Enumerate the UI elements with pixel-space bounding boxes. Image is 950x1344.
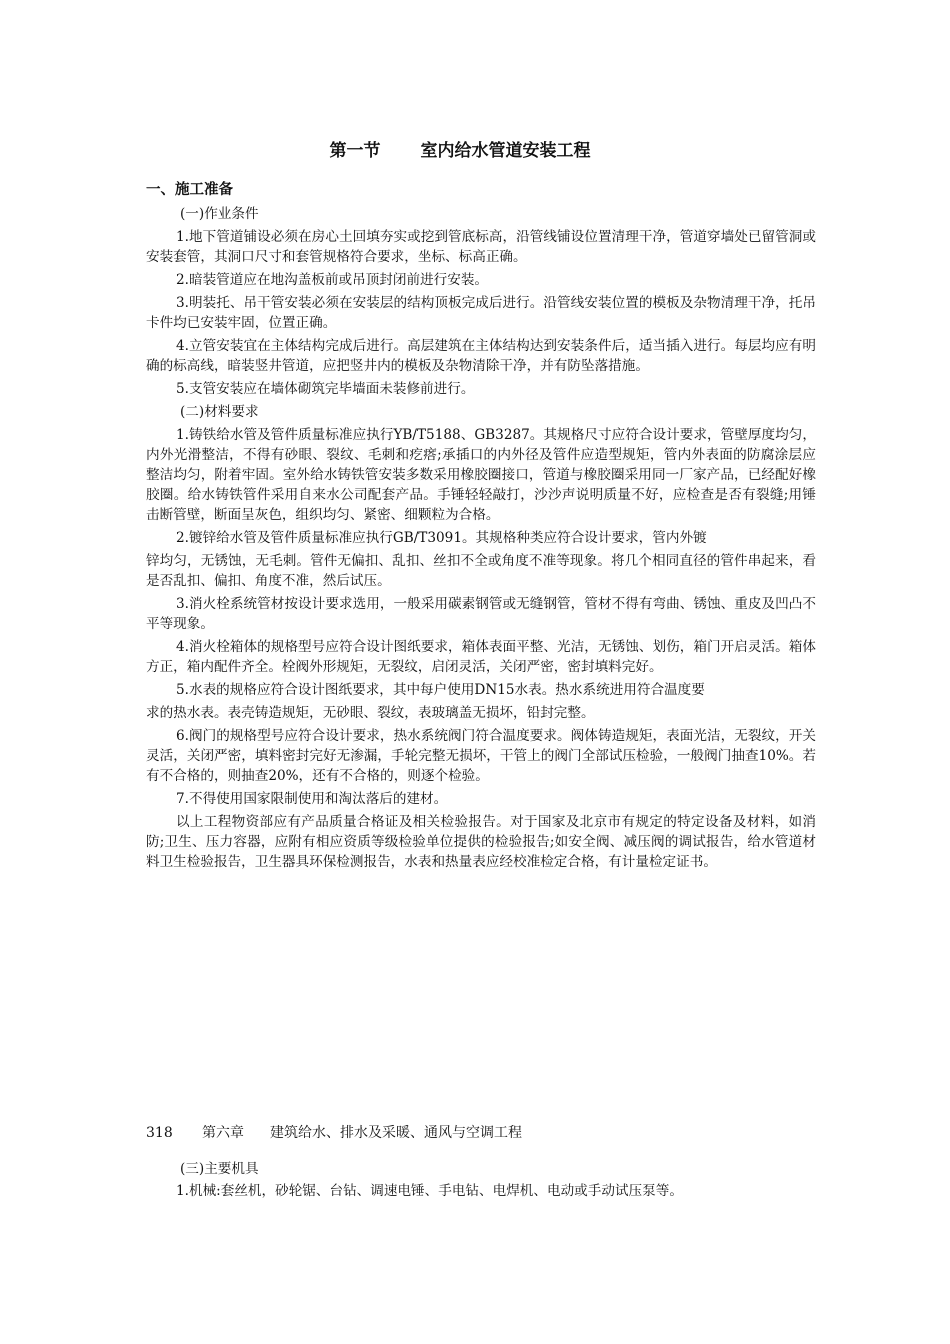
section-title <box>0 136 920 161</box>
paragraph: 5.支管安装应在墙体砌筑完毕墙面未装修前进行。 <box>176 381 475 397</box>
continued-text <box>146 1158 816 1202</box>
paragraph: 3.消火栓系统管材按设计要求选用，一般采用碳素钢管或无缝钢管，管材不得有弯曲、锈蚀、重皮及凹凸不平等现象。 <box>146 596 816 632</box>
paragraph: (一)作业条件 <box>180 206 259 222</box>
page-footer <box>146 1122 522 1142</box>
paragraph: 6.阀门的规格型号应符合设计要求，热水系统阀门符合温度要求。阀体铸造规矩，表面光洁，无裂纹，开关灵活，关闭严密，填料密封完好无渗漏，手轮完整无损坏，干管上的阀门全部试压检验，一般阀门抽查10%。若有不合格的，则抽查20%，还有不合格的，则逐个检验。 <box>146 728 816 784</box>
chapter-title: 建筑给水、排水及采暖、通风与空调工程 <box>270 1125 522 1141</box>
page-number: 318 <box>146 1125 173 1141</box>
paragraph: 1.地下管道铺设必须在房心土回填夯实或挖到管底标高，沿管线铺设位置清理干净，管道穿墙处已留管洞或安装套管，其洞口尺寸和套管规格符合要求，坐标、标高正确。 <box>146 229 816 265</box>
paragraph: 以上工程物资部应有产品质量合格证及相关检验报告。对于国家及北京市有规定的特定设备及材料，如消防;卫生、压力容器，应附有相应资质等级检验单位提供的检验报告;如安全阀、减压阀的调试报告，给水管道材料卫生检验报告，卫生器具环保检测报告，水表和热量表应经校准检定合格，有计量检定证书。 <box>146 814 816 870</box>
section-number: 第一节 <box>329 141 381 161</box>
paragraph: 3.明装托、吊干管安装必须在安装层的结构顶板完成后进行。沿管线安装位置的模板及杂物清理干净，托吊卡件均已安装牢固，位置正确。 <box>146 295 816 331</box>
body-text <box>146 204 816 875</box>
paragraph: 2.暗装管道应在地沟盖板前或吊顶封闭前进行安装。 <box>176 272 489 288</box>
paragraph: 5.水表的规格应符合设计图纸要求，其中每户使用DN15水表。热水系统进用符合温度要 <box>176 682 705 698</box>
paragraph: 4.立管安装宜在主体结构完成后进行。高层建筑在主体结构达到安装条件后，适当插入进行。每层均应有明确的标高线，暗装竖井管道，应把竖井内的模板及杂物清除干净，并有防坠落措施。 <box>146 338 816 374</box>
paragraph: 1.铸铁给水管及管件质量标准应执行YB/T5188、GB3287。其规格尺寸应符合设计要求，管壁厚度均匀，内外光滑整洁，不得有砂眼、裂纹、毛刺和疙瘩;承插口的内外径及管件应造型规矩，管内外表面的防腐涂层应整洁均匀，附着牢固。室外给水铸铁管安装多数采用橡胶圈接口，管道与橡胶圈采用同一厂家产品，已经配好橡胶圈。给水铸铁管件采用自来水公司配套产品。手锤轻轻敲打，沙沙声说明质量不好，应检查是否有裂缝;用锤击断管壁，断面呈灰色，组织均匀、紧密、细颗粒为合格。 <box>146 427 816 523</box>
paragraph: 4.消火栓箱体的规格型号应符合设计图纸要求，箱体表面平整、光洁，无锈蚀、划伤，箱门开启灵活。箱体方正，箱内配件齐全。栓阀外形规矩，无裂纹，启闭灵活，关闭严密，密封填料完好。 <box>146 639 816 675</box>
chapter-number: 第六章 <box>202 1125 244 1141</box>
paragraph: 1.机械:套丝机，砂轮锯、台钻、调速电锤、手电钻、电焊机、电动或手动试压泵等。 <box>176 1183 683 1199</box>
paragraph: (二)材料要求 <box>180 404 259 420</box>
paragraph: 锌均匀，无锈蚀，无毛刺。管件无偏扣、乱扣、丝扣不全或角度不准等现象。将几个相同直径的管件串起来，看是否乱扣、偏扣、角度不准，然后试压。 <box>146 553 816 589</box>
paragraph: 2.镀锌给水管及管件质量标准应执行GB/T3091。其规格种类应符合设计要求，管内外镀 <box>176 530 707 546</box>
paragraph: 7.不得使用国家限制使用和淘汰落后的建材。 <box>176 791 448 807</box>
section-name: 室内给水管道安装工程 <box>420 141 591 161</box>
paragraph: (三)主要机具 <box>180 1161 259 1177</box>
heading: 一、施工准备 <box>146 182 233 198</box>
paragraph: 求的热水表。表壳铸造规矩，无砂眼、裂纹，表玻璃盖无损坏，铅封完整。 <box>146 705 595 721</box>
